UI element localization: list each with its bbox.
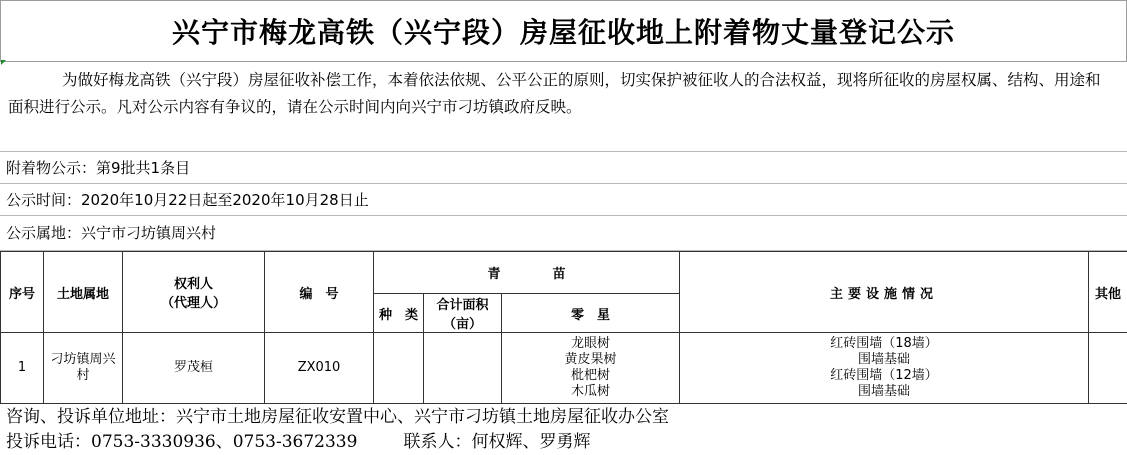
contact-line	[0, 430, 1127, 455]
header-facilities: 主要设施情况	[680, 252, 1089, 333]
header-code: 编 号	[265, 252, 374, 333]
cell-land: 刁坊镇周兴村	[44, 333, 123, 404]
header-area	[424, 294, 502, 333]
header-area-line2: （亩）	[442, 317, 482, 332]
cell-scattered	[502, 333, 680, 404]
facility-item: 红砖围墙（18墙）	[830, 336, 938, 351]
facility-item: 围墙基础	[858, 384, 911, 399]
header-kind: 种 类	[374, 294, 424, 333]
scattered-item: 龙眼树	[571, 336, 611, 351]
header-owner	[123, 252, 265, 333]
complaint-phone: 投诉电话：0753-3330936、0753-3672339	[6, 432, 358, 452]
period-info: 公示时间：2020年10月22日起至2020年10月28日止	[0, 184, 1127, 216]
page-title: 兴宁市梅龙高铁（兴宁段）房屋征收地上附着物丈量登记公示	[0, 0, 1127, 62]
contact-persons: 联系人：何权辉、罗勇辉	[403, 432, 591, 452]
cell-seq: 1	[1, 333, 44, 404]
cell-facilities	[680, 333, 1089, 404]
cell-kind	[374, 333, 424, 404]
complaint-address: 咨询、投诉单位地址：兴宁市土地房屋征收安置中心、兴宁市刁坊镇土地房屋征收办公室	[6, 407, 669, 427]
cell-area	[424, 333, 502, 404]
table-row	[1, 333, 1127, 404]
scattered-item: 黄皮果树	[564, 352, 617, 367]
location-info: 公示属地：兴宁市刁坊镇周兴村	[0, 216, 1127, 251]
header-land: 土地属地	[44, 252, 123, 333]
header-other: 其他	[1089, 252, 1127, 333]
header-scattered: 零 星	[502, 294, 680, 333]
facility-item: 红砖围墙（12墙）	[830, 368, 938, 383]
facility-item: 围墙基础	[858, 352, 911, 367]
header-owner-line2: （代理人）	[160, 296, 226, 311]
header-owner-line1: 权利人	[173, 277, 213, 292]
registry-table	[0, 251, 1127, 404]
header-seq: 序号	[1, 252, 44, 333]
batch-info: 附着物公示：第9批共1条目	[0, 152, 1127, 184]
header-crops: 青 苗	[374, 252, 680, 294]
intro-text: 为做好梅龙高铁（兴宁段）房屋征收补偿工作，本着依法依规、公平公正的原则，切实保护被征收人的合法权益，现将所征收的房屋权属、结构、用途和面积进行公示。凡对公示内容有争议的，请在公示时间内向兴宁市刁坊镇政府反映。	[8, 71, 1101, 116]
cell-owner: 罗茂桓	[123, 333, 265, 404]
cell-code: ZX010	[265, 333, 374, 404]
intro-paragraph	[0, 62, 1127, 152]
header-area-line1: 合计面积	[436, 298, 489, 313]
cell-other	[1089, 333, 1127, 404]
scattered-item: 木瓜树	[571, 384, 611, 399]
scattered-item: 枇杷树	[571, 368, 611, 383]
